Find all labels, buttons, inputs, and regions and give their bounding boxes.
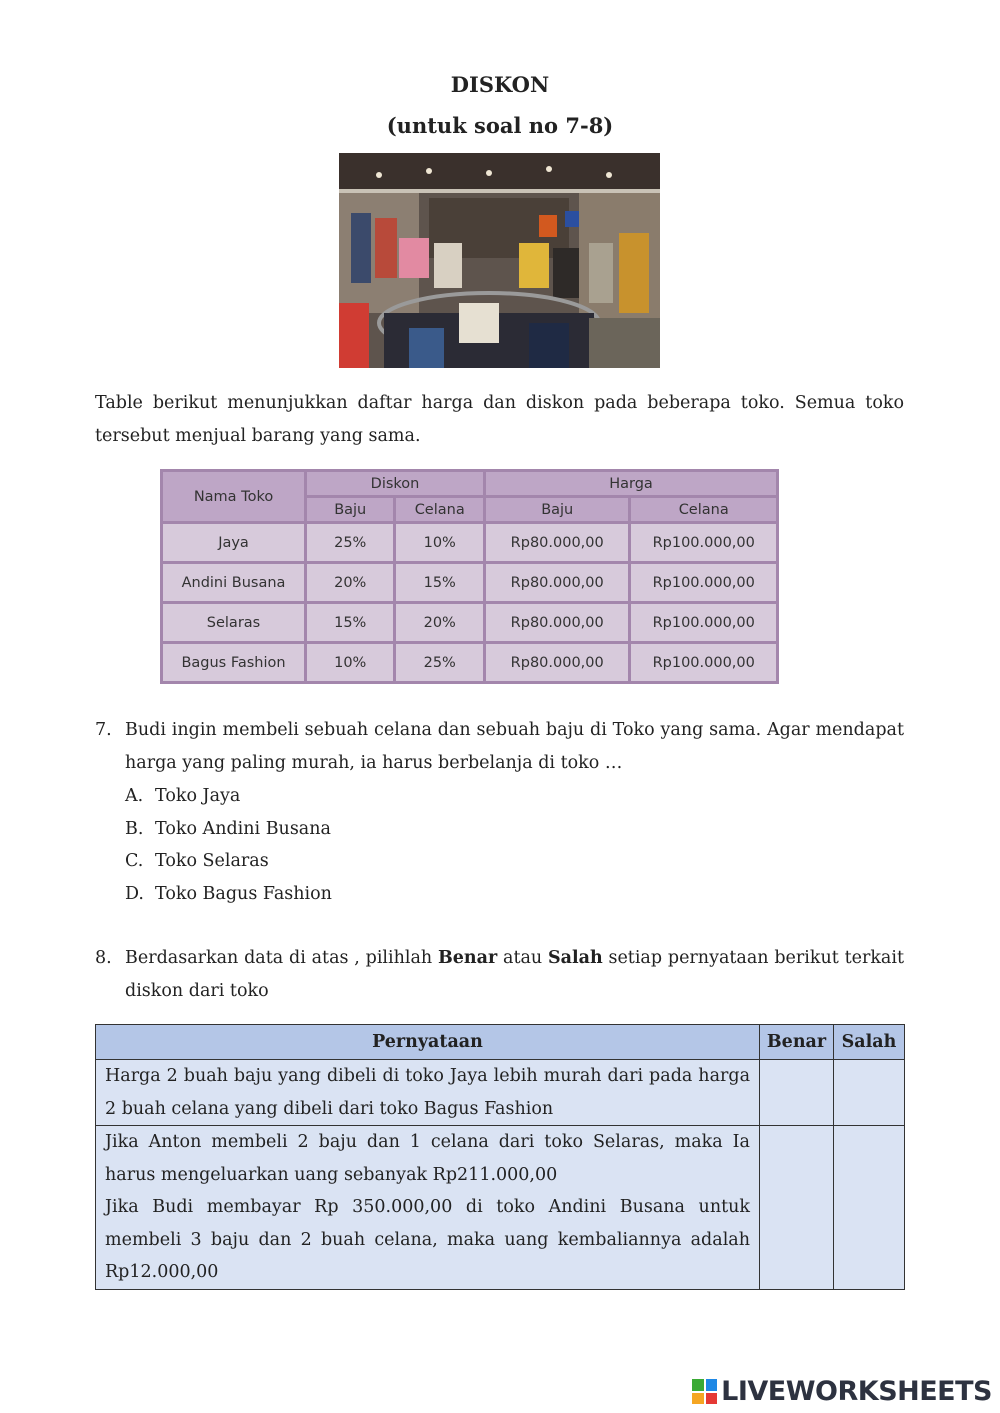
price-shirt: Rp80.000,00 [485, 563, 630, 603]
table-row [162, 643, 778, 683]
price-shirt: Rp80.000,00 [485, 643, 630, 683]
statement-table [95, 1024, 905, 1290]
option-text: Toko Jaya [155, 786, 241, 806]
table-row [162, 523, 778, 563]
question-number: 7. [95, 720, 112, 740]
header-statement: Pernyataan [96, 1025, 760, 1060]
discount-pants: 15% [395, 563, 485, 603]
header-discount: Diskon [306, 471, 485, 497]
price-shirt: Rp80.000,00 [485, 523, 630, 563]
statement-text: Jika Budi membayar Rp 350.000,00 di toko Andini Busana untuk membeli 3 baju dan 2 buah celana, maka uang kembaliannya adalah Rp12.000,00 [105, 1197, 750, 1282]
price-discount-table [160, 469, 779, 684]
option-letter: D. [125, 883, 144, 904]
question-7 [95, 714, 904, 780]
question-text-part: atau [497, 948, 548, 968]
header-price-pants: Celana [630, 497, 778, 523]
keyword-benar: Benar [438, 948, 498, 968]
question-text-part: setiap pernyataan berikut terkait diskon dari toko [125, 948, 904, 1001]
statement-text: Harga 2 buah baju yang dibeli di toko Jaya lebih murah dari pada harga 2 buah celana yang dibeli dari toko Bagus Fashion [96, 1060, 760, 1126]
brand-name: LIVEWORKSHEETS [721, 1376, 992, 1407]
option-c[interactable] [125, 845, 332, 878]
question-text: Budi ingin membeli sebuah celana dan sebuah baju di Toko yang sama. Agar mendapat harga yang paling murah, ia harus berbelanja di toko … [125, 720, 904, 773]
table-row [162, 603, 778, 643]
store-name: Selaras [162, 603, 306, 643]
option-b[interactable] [125, 813, 332, 846]
option-letter: C. [125, 851, 144, 871]
true-answer-cell[interactable] [760, 1126, 834, 1290]
statement-text: Jika Anton membeli 2 baju dan 1 celana dari toko Selaras, maka Ia harus mengeluarkan uang sebanyak Rp211.000,00 [105, 1132, 750, 1185]
question-8 [95, 942, 904, 1008]
option-text: Toko Andini Busana [155, 818, 331, 839]
question-number: 8. [95, 948, 112, 968]
table-row [96, 1126, 905, 1290]
statement-cell [96, 1126, 760, 1290]
option-text: Toko Bagus Fashion [155, 883, 332, 904]
option-d[interactable] [125, 878, 332, 911]
table-row [162, 563, 778, 603]
store-name: Jaya [162, 523, 306, 563]
price-pants: Rp100.000,00 [630, 563, 778, 603]
brand-icon [692, 1379, 717, 1404]
discount-shirt: 25% [306, 523, 395, 563]
option-letter: A. [125, 786, 144, 806]
false-answer-cell[interactable] [834, 1126, 905, 1290]
intro-paragraph: Table berikut menunjukkan daftar harga dan diskon pada beberapa toko. Semua toko tersebut menjual barang yang sama. [95, 393, 904, 446]
header-price: Harga [485, 471, 778, 497]
page-title: DISKON [450, 72, 550, 97]
discount-pants: 10% [395, 523, 485, 563]
price-pants: Rp100.000,00 [630, 643, 778, 683]
question-text-part: Berdasarkan data di atas , pilihlah [125, 948, 438, 968]
discount-shirt: 20% [306, 563, 395, 603]
option-text: Toko Selaras [155, 851, 269, 871]
price-pants: Rp100.000,00 [630, 523, 778, 563]
discount-pants: 25% [395, 643, 485, 683]
header-false: Salah [834, 1025, 905, 1060]
price-pants: Rp100.000,00 [630, 603, 778, 643]
clothing-store-photo [339, 153, 660, 368]
discount-shirt: 10% [306, 643, 395, 683]
answer-options [125, 780, 332, 910]
option-a[interactable] [125, 780, 332, 813]
table-row [96, 1060, 905, 1126]
false-answer-cell[interactable] [834, 1060, 905, 1126]
header-store-name: Nama Toko [162, 471, 306, 523]
header-true: Benar [760, 1025, 834, 1060]
header-discount-shirt: Baju [306, 497, 395, 523]
store-name: Bagus Fashion [162, 643, 306, 683]
store-name: Andini Busana [162, 563, 306, 603]
keyword-salah: Salah [547, 948, 603, 968]
question-text [125, 942, 904, 1008]
price-shirt: Rp80.000,00 [485, 603, 630, 643]
option-letter: B. [125, 818, 144, 839]
discount-shirt: 15% [306, 603, 395, 643]
liveworksheets-logo [692, 1376, 992, 1407]
page-subtitle: (untuk soal no 7-8) [386, 113, 614, 138]
discount-pants: 20% [395, 603, 485, 643]
header-discount-pants: Celana [395, 497, 485, 523]
true-answer-cell[interactable] [760, 1060, 834, 1126]
header-price-shirt: Baju [485, 497, 630, 523]
